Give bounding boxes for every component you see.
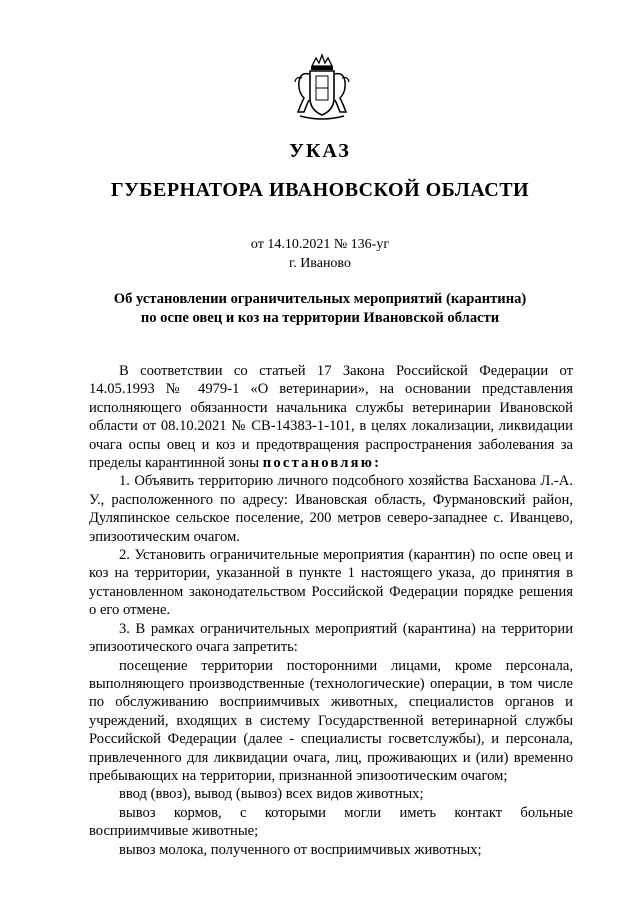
- paragraph-3-item-1: посещение территории посторонними лицами, кроме персонала, выполняющего производственные (технологические) операции, в том числе по обслуживанию восприимчивых животных, специалистов органов и учреждений, входящих в систему Государственной ветеринарной службы Российской Федерации (далее - специалисты госветслужбы), и персонала, привлеченного для ликвидации очага, лиц, проживающих и (или) временно пребывающих на территории, признанной эпизоотическим очагом;: [89, 657, 573, 784]
- decree-body: [89, 362, 573, 859]
- decree-city: г. Иваново: [289, 256, 351, 271]
- subject-line-2: по оспе овец и коз на территории Ивановской области: [140, 309, 500, 326]
- paragraph-1: 1. Объявить территорию личного подсобного хозяйства Басханова Л.-А. У., расположенного по адресу: Ивановская область, Фурмановский район, Дуляпинское сельское поселение, 200 метров северо-западнее с. Иванцево, эпизоотическим очагом.: [89, 473, 573, 545]
- coat-of-arms-emblem: [290, 52, 354, 124]
- intro-paragraph: [89, 362, 573, 472]
- paragraph-3-item-2: ввод (ввоз), вывод (вывоз) всех видов животных;: [119, 786, 424, 803]
- document-type-title: УКАЗ: [289, 140, 351, 162]
- paragraph-3-item-4: вывоз молока, полученного от восприимчивых животных;: [119, 841, 482, 858]
- intro-text: В соответствии со статьей 17 Закона Российской Федерации от 14.05.1993 № 4979-1 «О ветеринарии», на основании представления исполняющего обязанности начальника службы ветеринарии Ивановской области от 08.10.2021 № СВ-14383-1-101, в целях локализации, ликвидации очага оспы овец и коз и предотвращения распространения заболевания за пределы карантинной зоны: [89, 363, 573, 472]
- subject-line-1: Об установлении ограничительных мероприятий (карантина): [113, 291, 527, 307]
- decree-word: постановляю: [262, 455, 375, 472]
- paragraph-3-item-3: вывоз кормов, с которыми могли иметь контакт больные восприимчивые животные;: [89, 804, 573, 840]
- decree-date-number: от 14.10.2021 № 136-уг: [250, 237, 390, 252]
- issuer-title: ГУБЕРНАТОРА ИВАНОВСКОЙ ОБЛАСТИ: [110, 179, 530, 201]
- decree-subject: [60, 290, 580, 327]
- decree-word-colon: :: [374, 455, 382, 472]
- paragraph-3: 3. В рамках ограничительных мероприятий (карантина) на территории эпизоотического очага запретить:: [89, 620, 573, 656]
- paragraph-2: 2. Установить ограничительные мероприятия (карантин) по оспе овец и коз на территории, указанной в пункте 1 настоящего указа, до принятия в установленном законодательством Российской Федерации порядке решения о его отмене.: [89, 547, 573, 619]
